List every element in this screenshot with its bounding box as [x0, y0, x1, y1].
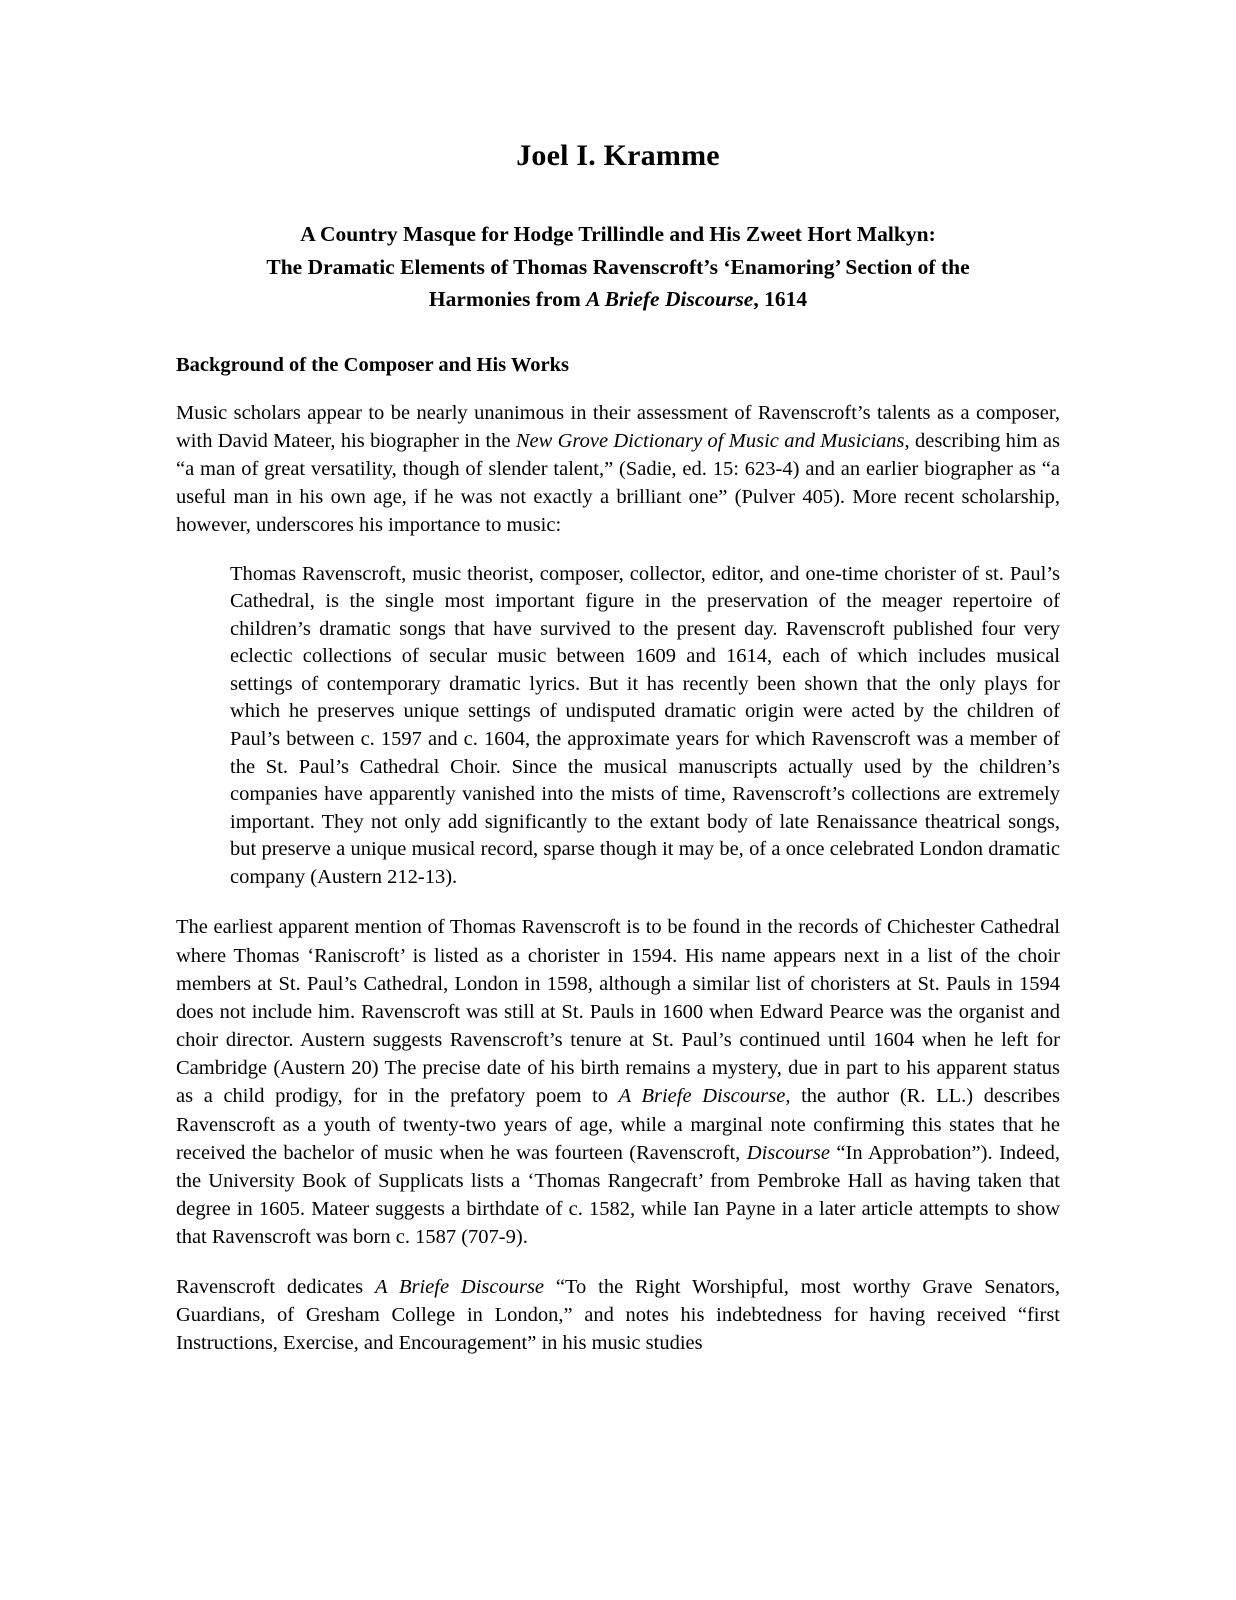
- paragraph-2-italic-1: A Briefe Discourse: [618, 1085, 786, 1108]
- block-quote-text: Thomas Ravenscroft, music theorist, composer, collector, editor, and one-time chorister of st. Paul’s Cathedral, is the single most important figure in the preservation of the meager repertoire of children’s dramatic songs that have survived to the present day. Ravenscroft published four very eclectic collections of secular music between 1609 and 1614, each of which includes musical settings of contemporary dramatic lyrics. But it has recently been shown that the only plays for which he preserves unique settings of undisputed dramatic origin were acted by the children of Paul’s between c. 1597 and c. 1604, the approximate years for which Ravenscroft was a member of the St. Paul’s Cathedral Choir. Since the musical manuscripts actually used by the children’s companies have apparently vanished into the mists of time, Ravenscroft’s collections are extremely important. They not only add significantly to the extant body of late Renaissance theatrical songs, but preserve a unique musical record, sparse though it may be, of a once celebrated London dramatic company (Austern 212-13).: [230, 562, 1060, 888]
- document-title: [176, 218, 1060, 316]
- paragraph-2-segment-3: “In Approbation”). Indeed, the University Book of Supplicats lists a ‘Thomas Rangecraft’ from Pembroke Hall as having taken that degree in 1605. Mateer suggests a birthdate of c. 1582, while Ian Payne in a later article attempts to show that Ravenscroft was born c. 1587 (707-9).: [176, 1141, 1060, 1249]
- paragraph-1-segment-2: , describing him as “a man of great versatility, though of slender talent,” (Sadie, ed. 15: 623-4) and an earlier biographer as “a useful man in his own age, if he was not exactly a brilliant one” (Pulver 405). More recent scholarship, however, underscores his importance to music:: [176, 429, 1060, 537]
- paragraph-3-segment-1: Ravenscroft dedicates: [176, 1275, 375, 1298]
- title-line-3-suffix: , 1614: [753, 287, 808, 312]
- paragraph-3-italic-1: A Briefe Discourse: [374, 1275, 545, 1298]
- paragraph-2-italic-2: Discourse: [746, 1141, 830, 1164]
- block-quote: [176, 561, 1060, 892]
- paragraph-3-segment-2: “To the Right Worshipful, most worthy Grave Senators, Guardians, of Gresham College in London,” and notes his indebtedness for having received “first Instructions, Exercise, and Encouragement” in his music studies: [176, 1275, 1060, 1354]
- title-line-1: A Country Masque for Hodge Trillindle and His Zweet Hort Malkyn:: [300, 222, 936, 246]
- paragraph-1-segment-1: Music scholars appear to be nearly unanimous in their assessment of Ravenscroft’s talents as a composer, with David Mateer, his biographer in the: [176, 401, 1060, 452]
- title-line-2: The Dramatic Elements of Thomas Ravenscroft’s ‘Enamoring’ Section of the: [266, 254, 970, 279]
- paragraph-2-segment-1: The earliest apparent mention of Thomas Ravenscroft is to be found in the records of Chichester Cathedral where Thomas ‘Raniscroft’ is listed as a chorister in 1594. His name appears next in a list of the choir members at St. Paul’s Cathedral, London in 1598, although a similar list of choristers at St. Pauls in 1594 does not include him. Ravenscroft was still at St. Pauls in 1600 when Edward Pearce was the organist and choir director. Austern suggests Ravenscroft’s tenure at St. Paul’s continued until 1604 when he left for Cambridge (Austern 20) The precise date of his birth remains a mystery, due in part to his apparent status as a child prodigy, for in the prefatory poem to: [176, 916, 1060, 1108]
- title-work-name: A Briefe Discourse: [586, 287, 754, 312]
- title-line-3-prefix: Harmonies from: [428, 287, 587, 312]
- document-content: [176, 138, 1060, 1357]
- paragraph-3: [176, 1273, 1060, 1358]
- paragraph-2-segment-2: , the author (R. LL.) describes Ravenscroft as a youth of twenty-two years of age, while a marginal note confirming this states that he received the bachelor of music when he was fourteen (Ravenscroft,: [176, 1085, 1060, 1164]
- section-heading: Background of the Composer and His Works: [176, 354, 569, 377]
- paragraph-1: [176, 399, 1060, 540]
- paragraph-2: [176, 913, 1060, 1251]
- author-name: Joel I. Kramme: [516, 139, 720, 172]
- paragraph-1-italic-1: New Grove Dictionary of Music and Musicians: [515, 429, 905, 452]
